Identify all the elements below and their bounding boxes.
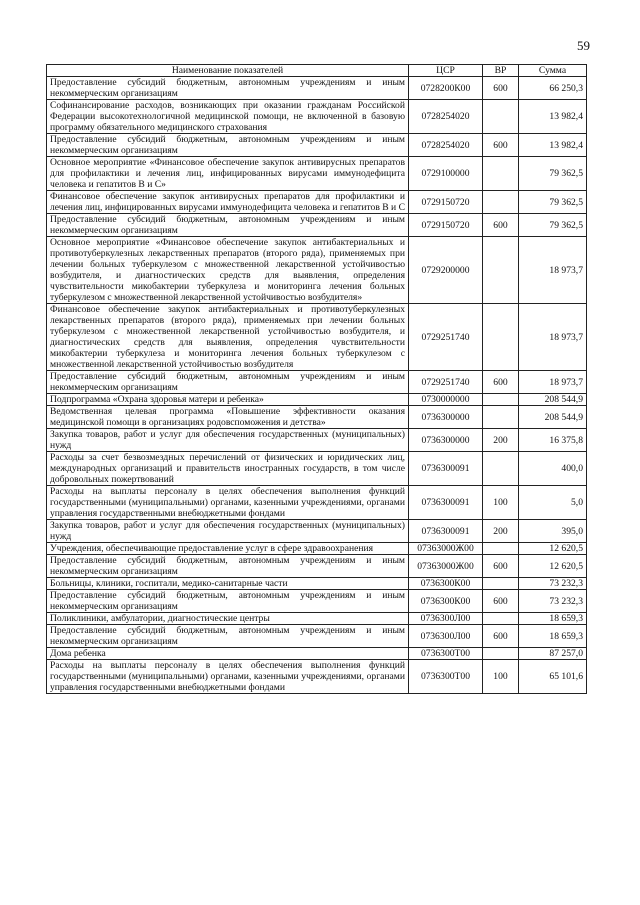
- row-sum-cell: 18 659,3: [519, 613, 587, 625]
- row-name-cell: Предоставление субсидий бюджетным, автономным учреждениям и иным некоммерческим организациям: [47, 134, 409, 157]
- row-vr-cell: [483, 406, 519, 429]
- table-row: [47, 237, 587, 304]
- table-row: [47, 304, 587, 371]
- row-name-cell: Закупка товаров, работ и услуг для обеспечения государственных (муниципальных) нужд: [47, 429, 409, 452]
- row-vr-cell: 600: [483, 625, 519, 648]
- row-csr-cell: 0729251740: [409, 371, 483, 394]
- row-sum-cell: 12 620,5: [519, 555, 587, 578]
- row-name-cell: Закупка товаров, работ и услуг для обеспечения государственных (муниципальных) нужд: [47, 520, 409, 543]
- table-row: [47, 452, 587, 486]
- row-vr-cell: [483, 191, 519, 214]
- row-vr-cell: 600: [483, 134, 519, 157]
- table-row: [47, 100, 587, 134]
- row-vr-cell: [483, 543, 519, 555]
- row-sum-cell: 395,0: [519, 520, 587, 543]
- row-csr-cell: 0736300К00: [409, 578, 483, 590]
- table-row: [47, 157, 587, 191]
- row-csr-cell: 0729200000: [409, 237, 483, 304]
- row-vr-cell: [483, 578, 519, 590]
- row-sum-cell: 79 362,5: [519, 157, 587, 191]
- row-csr-cell: 0728254020: [409, 134, 483, 157]
- row-vr-cell: 600: [483, 371, 519, 394]
- row-name-cell: Основное мероприятие «Финансовое обеспечение закупок антивирусных препаратов для профилактики и лечения лиц, инфицированных вирусами иммунодефицита человека и гепатитов В и С»: [47, 157, 409, 191]
- row-csr-cell: 0736300Л00: [409, 625, 483, 648]
- row-sum-cell: 13 982,4: [519, 100, 587, 134]
- row-csr-cell: 0729100000: [409, 157, 483, 191]
- row-name-cell: Подпрограмма «Охрана здоровья матери и ребенка»: [47, 394, 409, 406]
- row-csr-cell: 0736300000: [409, 429, 483, 452]
- header-name: Наименование показателей: [47, 65, 409, 77]
- row-vr-cell: 100: [483, 660, 519, 694]
- row-csr-cell: 0736300091: [409, 520, 483, 543]
- table-row: [47, 543, 587, 555]
- row-sum-cell: 79 362,5: [519, 214, 587, 237]
- row-sum-cell: 16 375,8: [519, 429, 587, 452]
- row-sum-cell: 13 982,4: [519, 134, 587, 157]
- row-csr-cell: 0736300091: [409, 486, 483, 520]
- row-csr-cell: 0736300000: [409, 406, 483, 429]
- table-row: [47, 134, 587, 157]
- row-csr-cell: 0729150720: [409, 214, 483, 237]
- row-csr-cell: 07363000Ж00: [409, 555, 483, 578]
- row-sum-cell: 73 232,3: [519, 590, 587, 613]
- table-header: [47, 65, 587, 77]
- row-vr-cell: [483, 157, 519, 191]
- row-csr-cell: 0728200К00: [409, 77, 483, 100]
- row-name-cell: Расходы на выплаты персоналу в целях обеспечения выполнения функций государственными (муниципальными) органами, казенными учреждениями, органами управления государственными внебюджетными фондами: [47, 660, 409, 694]
- row-sum-cell: 5,0: [519, 486, 587, 520]
- table-row: [47, 520, 587, 543]
- row-csr-cell: 0729150720: [409, 191, 483, 214]
- table-row: [47, 486, 587, 520]
- row-name-cell: Предоставление субсидий бюджетным, автономным учреждениям и иным некоммерческим организациям: [47, 77, 409, 100]
- row-csr-cell: 0730000000: [409, 394, 483, 406]
- table-row: [47, 613, 587, 625]
- row-name-cell: Поликлиники, амбулатории, диагностические центры: [47, 613, 409, 625]
- row-sum-cell: 18 659,3: [519, 625, 587, 648]
- row-sum-cell: 18 973,7: [519, 237, 587, 304]
- row-vr-cell: 200: [483, 429, 519, 452]
- row-sum-cell: 12 620,5: [519, 543, 587, 555]
- row-csr-cell: 0736300Л00: [409, 613, 483, 625]
- row-sum-cell: 18 973,7: [519, 371, 587, 394]
- row-vr-cell: [483, 648, 519, 660]
- table-row: [47, 191, 587, 214]
- row-vr-cell: 600: [483, 77, 519, 100]
- row-name-cell: Основное мероприятие «Финансовое обеспечение закупок антибактериальных и противотуберкулезных лекарственных препаратов (второго ряда), применяемых при лечении больных туберкулезом с множественной лекарственной устойчивостью возбудителя, и диагностических средств для выявления, определения чувствительности микобактерии туберкулеза и мониторинга лечения больных туберкулезом с множественной лекарственной устойчивостью возбудителя»: [47, 237, 409, 304]
- row-vr-cell: 600: [483, 214, 519, 237]
- row-vr-cell: 600: [483, 555, 519, 578]
- row-vr-cell: [483, 394, 519, 406]
- table-row: [47, 429, 587, 452]
- row-name-cell: Расходы на выплаты персоналу в целях обеспечения выполнения функций государственными (муниципальными) органами, казенными учреждениями, органами управления государственными внебюджетными фондами: [47, 486, 409, 520]
- header-vr: ВР: [483, 65, 519, 77]
- row-name-cell: Предоставление субсидий бюджетным, автономным учреждениям и иным некоммерческим организациям: [47, 590, 409, 613]
- header-csr: ЦСР: [409, 65, 483, 77]
- table-row: [47, 371, 587, 394]
- row-vr-cell: [483, 613, 519, 625]
- row-csr-cell: 0736300Т00: [409, 648, 483, 660]
- table-row: [47, 394, 587, 406]
- table-row: [47, 77, 587, 100]
- table-body: [47, 77, 587, 694]
- row-vr-cell: [483, 100, 519, 134]
- row-name-cell: Расходы за счет безвозмездных перечислений от физических и юридических лиц, международных организаций и правительств иностранных государств, в том числе добровольных пожертвований: [47, 452, 409, 486]
- table-row: [47, 214, 587, 237]
- row-vr-cell: 100: [483, 486, 519, 520]
- row-vr-cell: [483, 304, 519, 371]
- table-row: [47, 578, 587, 590]
- header-row: [47, 65, 587, 77]
- row-name-cell: Предоставление субсидий бюджетным, автономным учреждениям и иным некоммерческим организациям: [47, 555, 409, 578]
- row-sum-cell: 208 544,9: [519, 394, 587, 406]
- row-name-cell: Предоставление субсидий бюджетным, автономным учреждениям и иным некоммерческим организациям: [47, 371, 409, 394]
- row-name-cell: Финансовое обеспечение закупок антибактериальных и противотуберкулезных лекарственных препаратов (второго ряда), применяемых при лечении больных туберкулезом с множественной лекарственной устойчивостью возбудителя, и диагностических средств для выявления, определения чувствительности микобактерии туберкулеза и мониторинга лечения больных туберкулезом с множественной лекарственной устойчивостью возбудителя: [47, 304, 409, 371]
- row-sum-cell: 400,0: [519, 452, 587, 486]
- row-csr-cell: 0729251740: [409, 304, 483, 371]
- row-name-cell: Дома ребенка: [47, 648, 409, 660]
- row-sum-cell: 208 544,9: [519, 406, 587, 429]
- row-sum-cell: 66 250,3: [519, 77, 587, 100]
- row-name-cell: Ведомственная целевая программа «Повышение эффективности оказания медицинской помощи в организациях родовспоможения и детства»: [47, 406, 409, 429]
- row-vr-cell: [483, 237, 519, 304]
- row-csr-cell: 0736300К00: [409, 590, 483, 613]
- table-row: [47, 590, 587, 613]
- row-csr-cell: 0728254020: [409, 100, 483, 134]
- row-sum-cell: 87 257,0: [519, 648, 587, 660]
- row-name-cell: Больницы, клиники, госпитали, медико-санитарные части: [47, 578, 409, 590]
- table-row: [47, 406, 587, 429]
- table-row: [47, 648, 587, 660]
- table-row: [47, 625, 587, 648]
- row-csr-cell: 0736300091: [409, 452, 483, 486]
- table-row: [47, 660, 587, 694]
- row-sum-cell: 79 362,5: [519, 191, 587, 214]
- row-name-cell: Финансовое обеспечение закупок антивирусных препаратов для профилактики и лечения лиц, инфицированных вирусами иммунодефицита человека и гепатитов В и С: [47, 191, 409, 214]
- row-csr-cell: 0736300Т00: [409, 660, 483, 694]
- row-sum-cell: 65 101,6: [519, 660, 587, 694]
- row-sum-cell: 18 973,7: [519, 304, 587, 371]
- header-sum: Сумма: [519, 65, 587, 77]
- row-name-cell: Софинансирование расходов, возникающих при оказании гражданам Российской Федерации высокотехнологичной медицинской помощи, не включенной в базовую программу обязательного медицинского страхования: [47, 100, 409, 134]
- row-vr-cell: 200: [483, 520, 519, 543]
- row-vr-cell: [483, 452, 519, 486]
- budget-table: [46, 64, 587, 694]
- row-csr-cell: 07363000Ж00: [409, 543, 483, 555]
- row-name-cell: Учреждения, обеспечивающие предоставление услуг в сфере здравоохранения: [47, 543, 409, 555]
- row-sum-cell: 73 232,3: [519, 578, 587, 590]
- row-vr-cell: 600: [483, 590, 519, 613]
- row-name-cell: Предоставление субсидий бюджетным, автономным учреждениям и иным некоммерческим организациям: [47, 214, 409, 237]
- row-name-cell: Предоставление субсидий бюджетным, автономным учреждениям и иным некоммерческим организациям: [47, 625, 409, 648]
- table-row: [47, 555, 587, 578]
- page-number: 59: [577, 38, 590, 53]
